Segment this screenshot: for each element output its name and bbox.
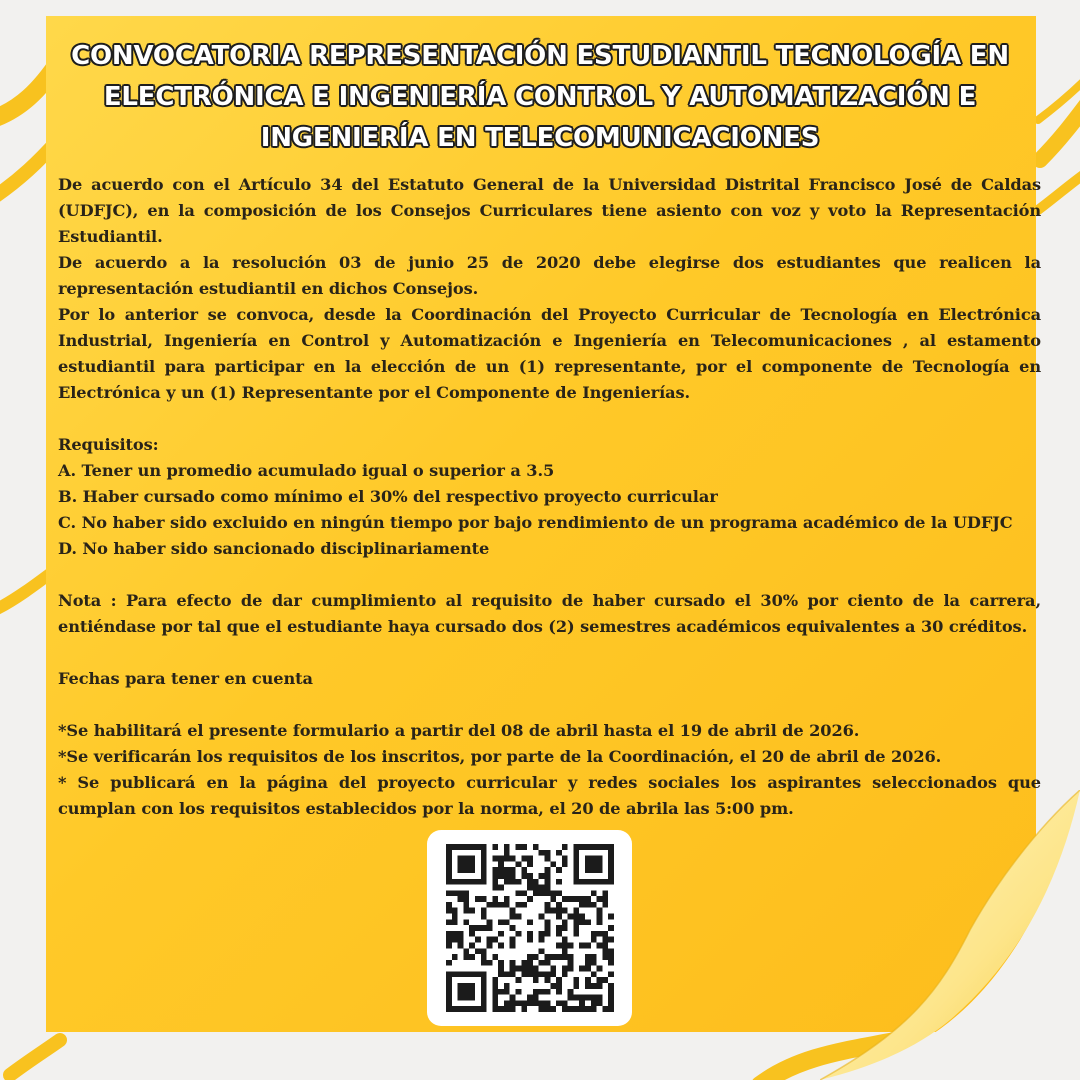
title-line-3: INGENIERÍA EN TELECOMUNICACIONES <box>260 123 820 153</box>
qr-code-icon[interactable] <box>446 844 614 1012</box>
page-curl-decoration <box>820 790 1080 1080</box>
intro-paragraph-3: Por lo anterior se convoca, desde la Coordinación del Proyecto Curricular de Tecnología en Electrónica Industrial, Ingeniería en Control y Automatización e Ingeniería en Telecomunicaciones , al estamento estudiantil para participar en la elección de un (1) representante, por el componente de Tecnología en Electrónica y un (1) Representante por el Componente de Ingenierías. <box>58 305 1041 402</box>
date-item: * Se publicará en la página del proyecto curricular y redes sociales los aspirantes seleccionados que cumplan con los requisitos establecidos por la norma, el 20 de abrila las 5:00 pm. <box>58 773 1041 818</box>
requirement-item: B. Haber cursado como mínimo el 30% del respectivo proyecto curricular <box>58 487 718 506</box>
intro-paragraph-2: De acuerdo a la resolución 03 de junio 25 de 2020 debe elegirse dos estudiantes que realicen la representación estudiantil en dichos Consejos. <box>58 253 1041 298</box>
requirement-item: C. No haber sido excluido en ningún tiempo por bajo rendimiento de un programa académico de la UDFJC <box>58 513 1013 532</box>
date-item: *Se habilitará el presente formulario a partir del 08 de abril hasta el 19 de abril de 2026. <box>58 721 860 740</box>
requirements-heading: Requisitos: <box>58 435 159 454</box>
intro-paragraph-1: De acuerdo con el Artículo 34 del Estatuto General de la Universidad Distrital Francisco José de Caldas (UDFJC), en la composición de los Consejos Curriculares tiene asiento con voz y voto la Representación Estudiantil. <box>58 175 1041 246</box>
qr-code-card[interactable] <box>427 830 632 1026</box>
title-line-1: CONVOCATORIA REPRESENTACIÓN ESTUDIANTIL TECNOLOGÍA EN <box>71 41 1009 71</box>
dates-heading: Fechas para tener en cuenta <box>58 669 313 688</box>
title-line-2: ELECTRÓNICA E INGENIERÍA CONTROL Y AUTOMATIZACIÓN E <box>103 82 977 112</box>
page-title <box>60 36 1020 159</box>
requirement-item: D. No haber sido sancionado disciplinariamente <box>58 539 490 558</box>
announcement-body <box>58 172 1041 822</box>
requirement-item: A. Tener un promedio acumulado igual o superior a 3.5 <box>58 461 555 480</box>
note-paragraph: Nota : Para efecto de dar cumplimiento al requisito de haber cursado el 30% por ciento de la carrera, entiéndase por tal que el estudiante haya cursado dos (2) semestres académicos equivalentes a 30 créditos. <box>58 591 1041 636</box>
date-item: *Se verificarán los requisitos de los inscritos, por parte de la Coordinación, el 20 de abril de 2026. <box>58 747 942 766</box>
